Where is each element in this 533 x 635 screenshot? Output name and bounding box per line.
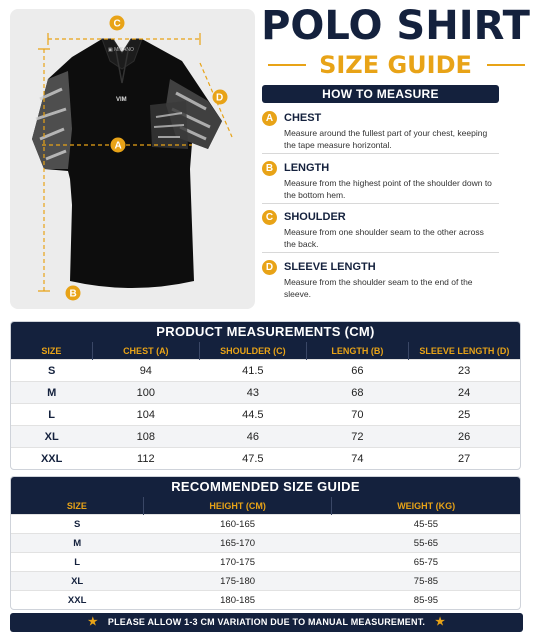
polo-shirt-illustration [10, 9, 255, 309]
table-header-row [11, 342, 520, 360]
label-d-marker [213, 90, 228, 105]
shoulder-cell: 41.5 [199, 360, 306, 382]
how-to-measure-heading: HOW TO MEASURE [262, 85, 499, 103]
table-row [11, 534, 520, 553]
length-cell: 66 [306, 360, 408, 382]
recommended-table-title: RECOMMENDED SIZE GUIDE [11, 477, 520, 497]
shoulder-cell: 46 [199, 426, 306, 448]
footer-note-text: PLEASE ALLOW 1-3 CM VARIATION DUE TO MANUAL MEASUREMENT. [107, 617, 426, 627]
svg-text:C: C [113, 18, 121, 30]
table-row [11, 553, 520, 572]
height-cell: 175-180 [143, 572, 332, 591]
star-icon: ★ [87, 616, 98, 628]
column-header: LENGTH (B) [306, 342, 408, 360]
table-row [11, 426, 520, 448]
table-row [11, 448, 520, 470]
chest-cell: 104 [92, 404, 199, 426]
divider [262, 153, 499, 154]
height-cell: 165-170 [143, 534, 332, 553]
table-row [11, 404, 520, 426]
svg-text:B: B [69, 288, 77, 300]
table-row [11, 382, 520, 404]
sleeve-cell: 26 [408, 426, 520, 448]
column-header: SIZE [11, 342, 92, 360]
chest-cell: 112 [92, 448, 199, 470]
size-cell: M [11, 382, 92, 404]
measure-description: Measure from the shoulder seam to the end of the sleeve. [284, 277, 473, 299]
chest-cell: 100 [92, 382, 199, 404]
chest-cell: 108 [92, 426, 199, 448]
size-cell: XXL [11, 448, 92, 470]
sleeve-cell: 25 [408, 404, 520, 426]
table-header-row [11, 497, 520, 515]
sleeve-cell: 23 [408, 360, 520, 382]
column-header: SIZE [11, 497, 143, 515]
column-header: WEIGHT (KG) [332, 497, 520, 515]
length-cell: 70 [306, 404, 408, 426]
column-header: HEIGHT (CM) [143, 497, 332, 515]
svg-text:▣ MIKANO: ▣ MIKANO [108, 47, 134, 53]
size-cell: S [11, 360, 92, 382]
weight-cell: 55-65 [332, 534, 520, 553]
length-cell: 68 [306, 382, 408, 404]
measure-description: Measure from the highest point of the shoulder down to the bottom hem. [284, 178, 492, 200]
measure-description: Measure around the fullest part of your chest, keeping the tape measure horizontal. [284, 128, 488, 150]
weight-cell: 75-85 [332, 572, 520, 591]
column-header: CHEST (A) [92, 342, 199, 360]
letter-badge: D [262, 260, 277, 275]
measure-title: SLEEVE LENGTH [284, 261, 376, 273]
divider [262, 252, 499, 253]
table-row [11, 591, 520, 610]
shoulder-cell: 44.5 [199, 404, 306, 426]
height-cell: 160-165 [143, 515, 332, 534]
chest-cell: 94 [92, 360, 199, 382]
recommended-size-table [10, 476, 521, 610]
size-cell: XXL [11, 591, 143, 610]
label-c-marker [110, 16, 125, 31]
size-cell: XL [11, 426, 92, 448]
height-cell: 170-175 [143, 553, 332, 572]
footer-note [10, 613, 523, 632]
svg-text:D: D [216, 92, 224, 104]
size-cell: XL [11, 572, 143, 591]
length-cell: 72 [306, 426, 408, 448]
product-table-title: PRODUCT MEASUREMENTS (CM) [11, 322, 520, 342]
subtitle-row [258, 50, 533, 80]
letter-badge: A [262, 111, 277, 126]
size-cell: M [11, 534, 143, 553]
size-cell: L [11, 404, 92, 426]
measure-title: SHOULDER [284, 211, 346, 223]
column-header: SHOULDER (C) [199, 342, 306, 360]
product-photo [10, 9, 255, 309]
shoulder-cell: 47.5 [199, 448, 306, 470]
measure-description: Measure from one shoulder seam to the other across the back. [284, 227, 484, 249]
length-cell: 74 [306, 448, 408, 470]
size-cell: S [11, 515, 143, 534]
letter-badge: C [262, 210, 277, 225]
measure-title: LENGTH [284, 162, 330, 174]
letter-badge: B [262, 161, 277, 176]
weight-cell: 65-75 [332, 553, 520, 572]
divider [262, 203, 499, 204]
page-title: POLO SHIRT [261, 3, 530, 49]
svg-text:VIM: VIM [116, 97, 127, 103]
subtitle-divider-right [487, 64, 525, 66]
product-measurements-table [10, 321, 521, 470]
weight-cell: 45-55 [332, 515, 520, 534]
sleeve-cell: 24 [408, 382, 520, 404]
star-icon: ★ [435, 616, 446, 628]
measure-title: CHEST [284, 112, 322, 124]
table-row [11, 572, 520, 591]
svg-text:A: A [114, 140, 122, 152]
page-subtitle: SIZE GUIDE [319, 51, 472, 79]
size-cell: L [11, 553, 143, 572]
weight-cell: 85-95 [332, 591, 520, 610]
label-a-marker [111, 138, 126, 153]
shoulder-cell: 43 [199, 382, 306, 404]
label-b-marker [66, 286, 81, 301]
sleeve-cell: 27 [408, 448, 520, 470]
height-cell: 180-185 [143, 591, 332, 610]
table-row [11, 515, 520, 534]
table-row [11, 360, 520, 382]
column-header: SLEEVE LENGTH (D) [408, 342, 520, 360]
